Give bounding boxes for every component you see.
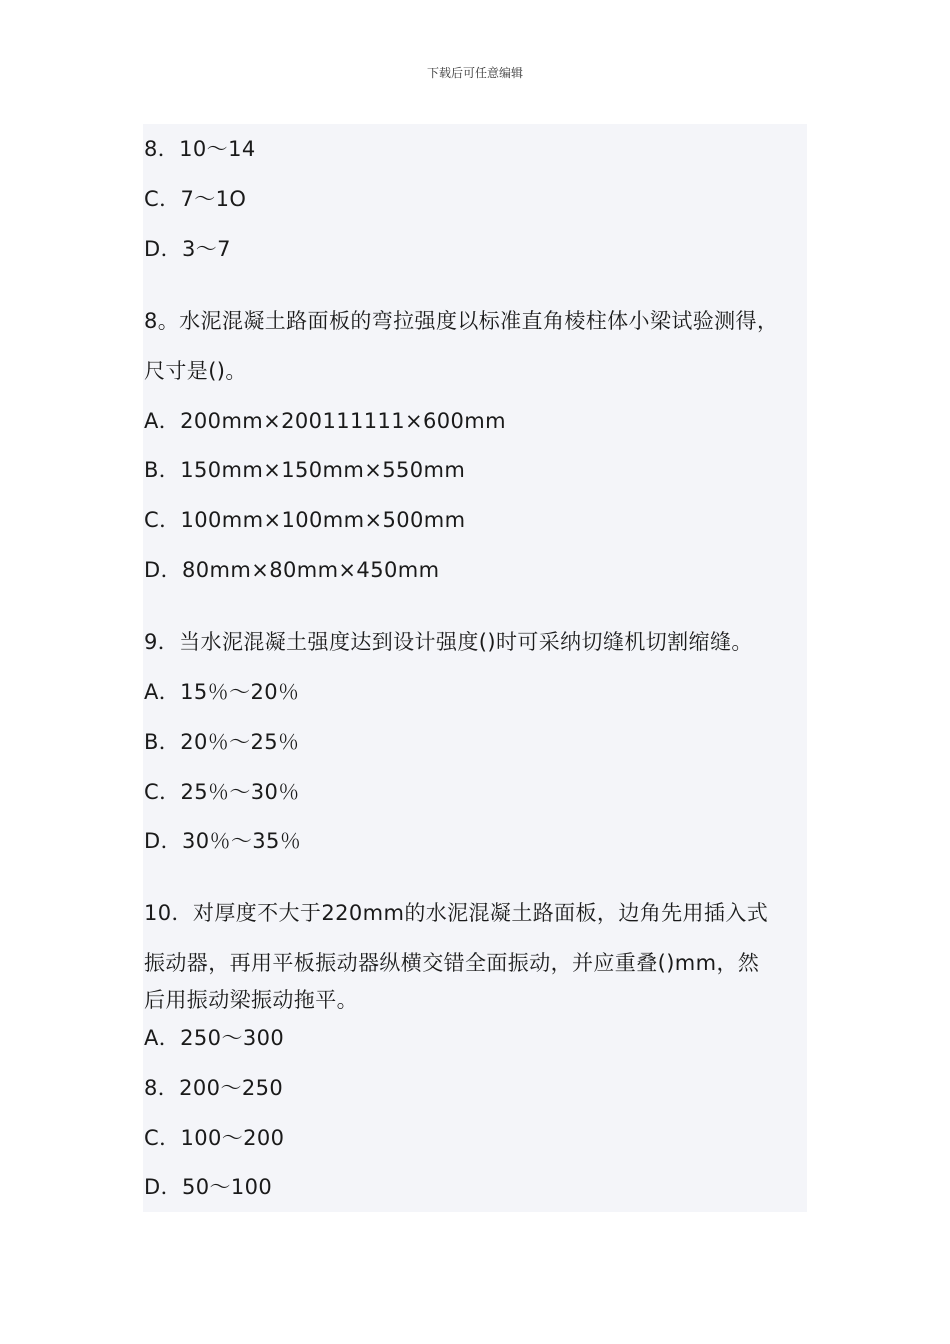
page-header: 下载后可任意编辑 (426, 66, 523, 80)
q8-stem-line1: 8。水泥混凝土路面板的弯拉强度以标准直角棱柱体小梁试验测得， (144, 309, 779, 333)
q8-stem-line2: 尺寸是()。 (144, 359, 247, 383)
q8-option-c: C．100mm×100mm×500mm (144, 508, 466, 532)
q10-stem-line2: 振动器，再用平板振动器纵横交错全面振动，并应重叠()mm，然 (144, 951, 760, 975)
question-content (143, 124, 807, 1212)
q10-option-b: 8．200～250 (144, 1076, 284, 1100)
q8-option-d: D．80mm×80mm×450mm (144, 558, 440, 582)
q7-option-b: 8．10～14 (144, 137, 256, 161)
q10-option-c: C．100～200 (144, 1126, 285, 1150)
q9-option-d: D．30％～35％ (144, 829, 302, 853)
q9-option-a: A．15％～20％ (144, 680, 300, 704)
q10-stem-line1: 10．对厚度不大于220mm的水泥混凝土路面板，边角先用插入式 (144, 901, 769, 925)
q9-stem-line1: 9．当水泥混凝土强度达到设计强度()时可采纳切缝机切割缩缝。 (144, 630, 753, 654)
q8-option-b: B．150mm×150mm×550mm (144, 458, 466, 482)
q7-option-d: D．3～7 (144, 237, 231, 261)
q10-stem-line3: 后用振动梁振动拖平。 (144, 988, 358, 1012)
q10-option-d: D．50～100 (144, 1175, 273, 1199)
q10-option-a: A．250～300 (144, 1026, 285, 1050)
q7-option-c: C．7～1O (144, 187, 247, 211)
q9-option-c: C．25％～30％ (144, 780, 300, 804)
q9-option-b: B．20％～25％ (144, 730, 300, 754)
q8-option-a: A．200mm×200111111×600mm (144, 409, 506, 433)
